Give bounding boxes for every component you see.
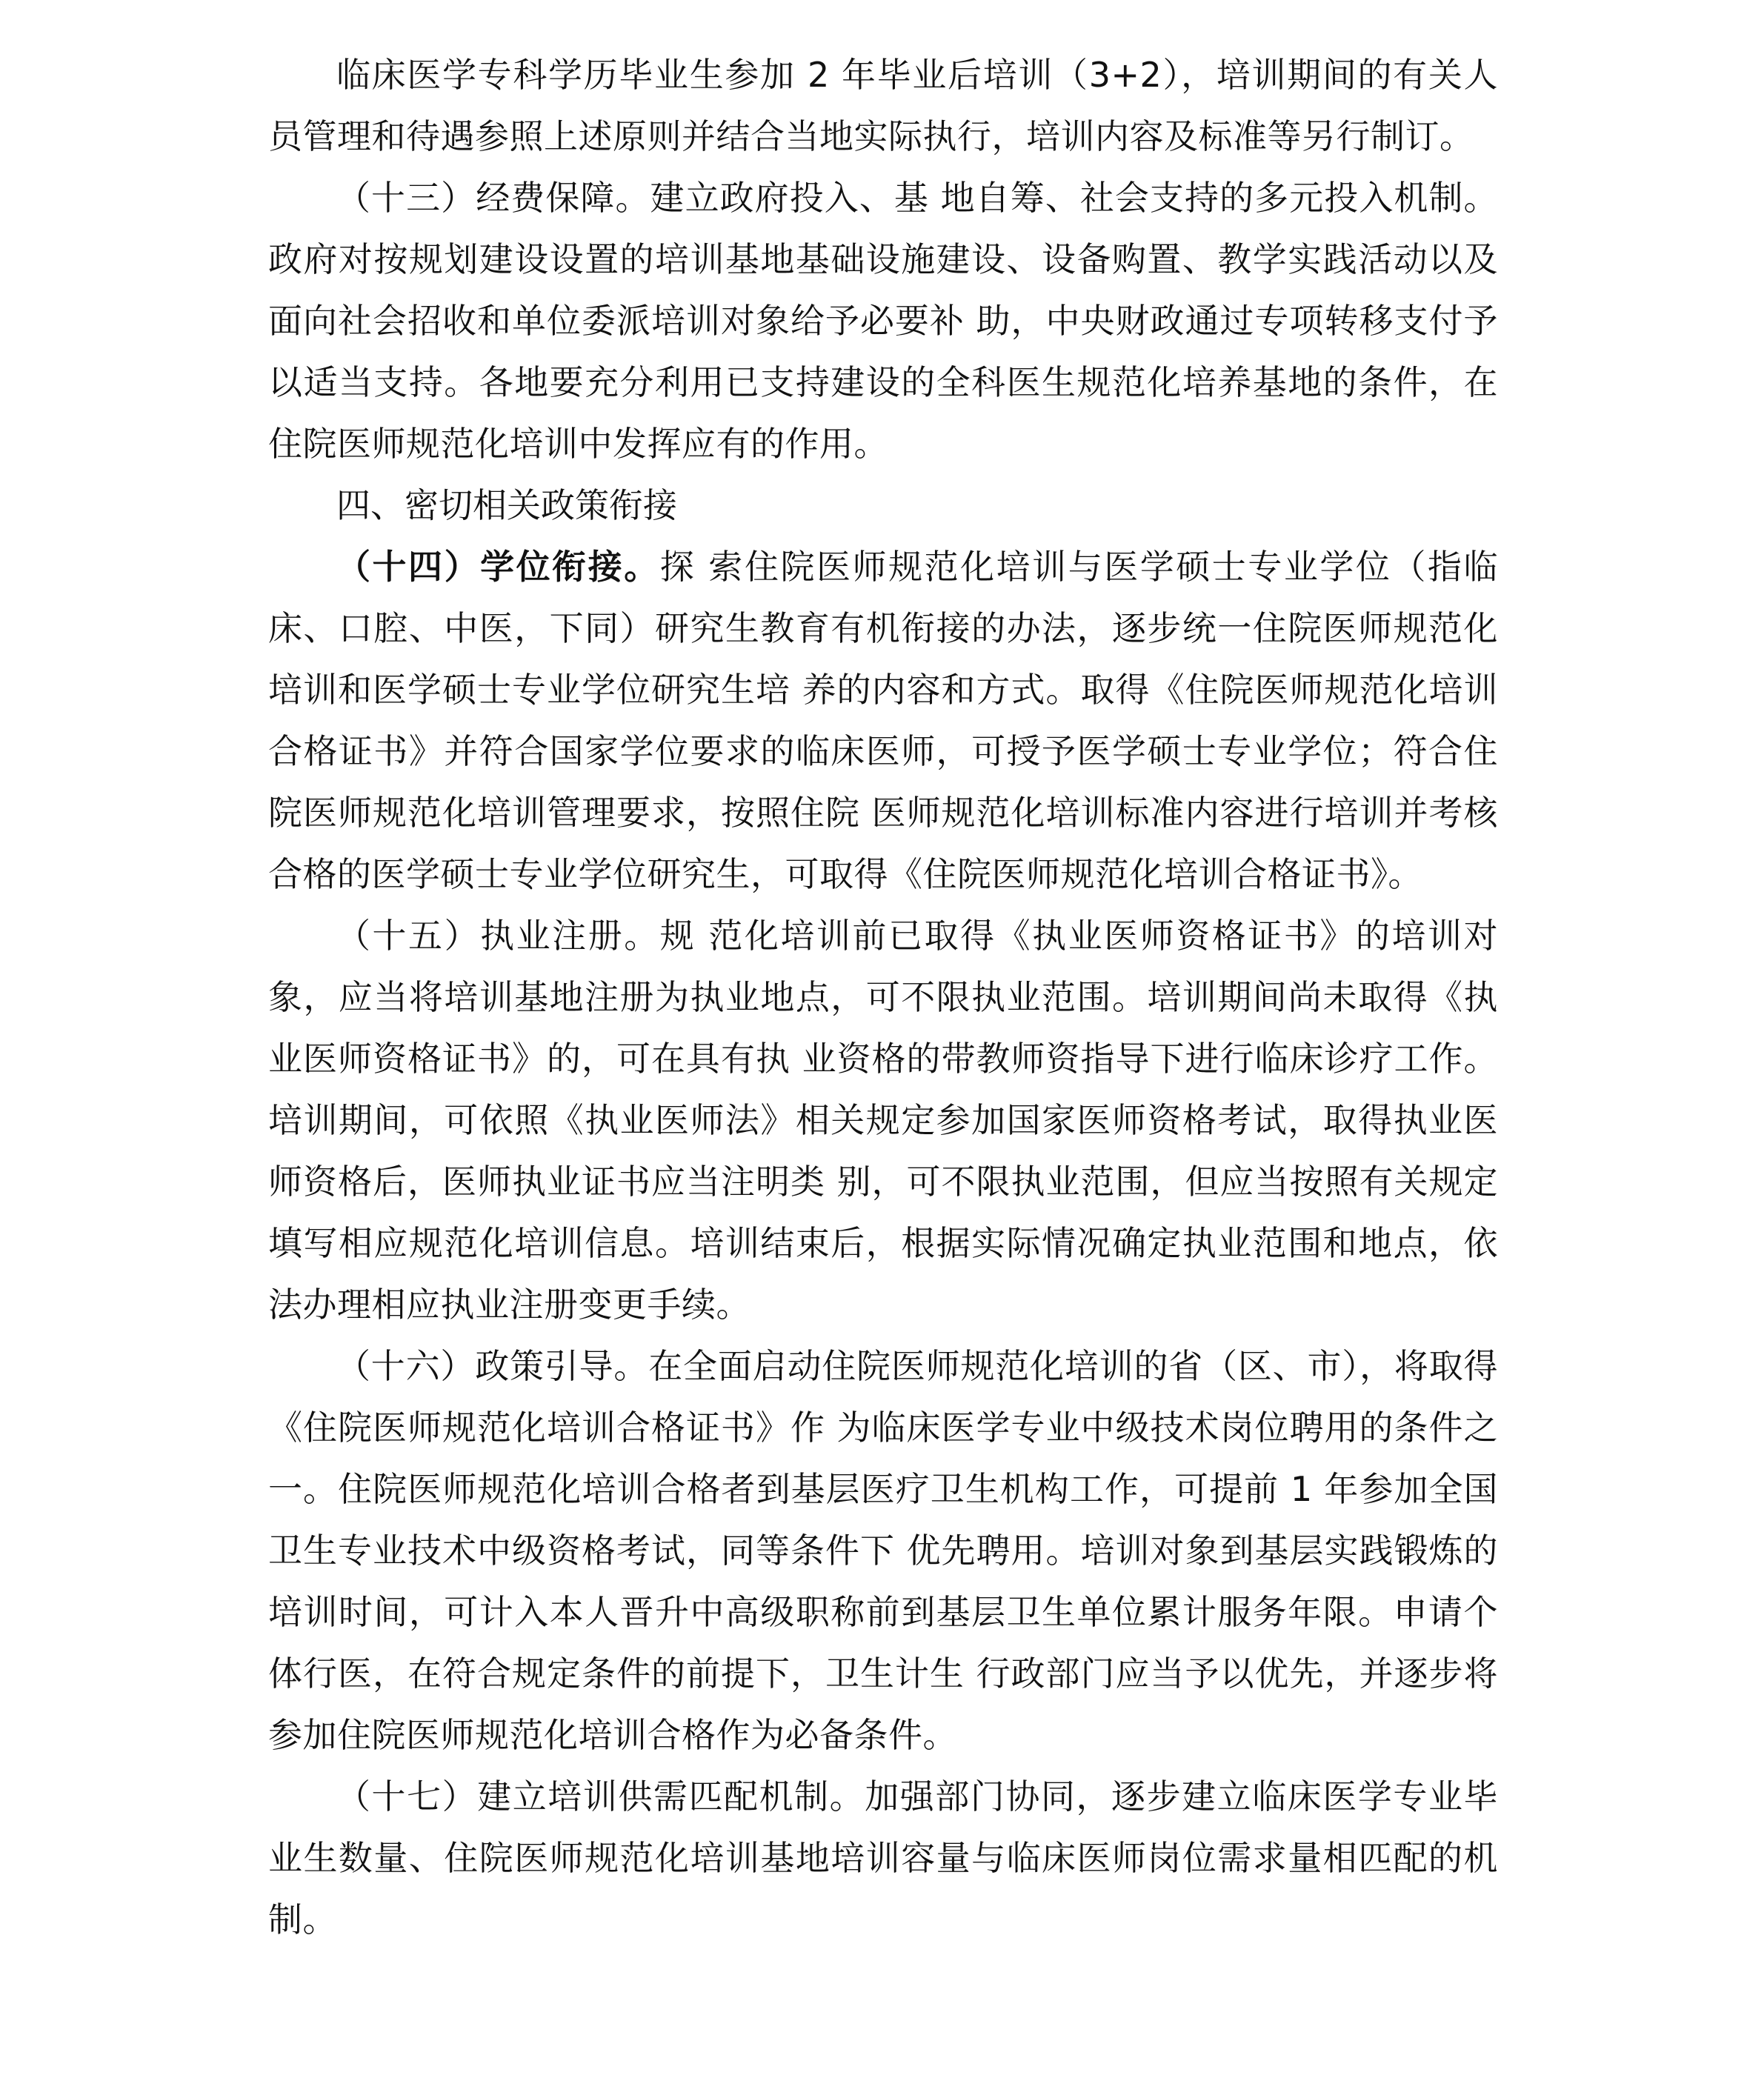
degree-linkage-body: 探 索住院医师规范化培训与医学硕士专业学位（指临床、口腔、中医，下同）研究生教育有机衔接的办法，逐步统一住院医师规范化培训和医学硕士专业学位研究生培 养的内容和方式。取得《住院医师规范化培训合格证书》并符合国家学位要求的临床医师，可授予医学硕士专业学位；符合住院医师规范化培训管理要求，按照住院 医师规范化培训标准内容进行培训并考核合格的医学硕士专业学位研究生，可取得《住院医师规范化培训合格证书》。 xyxy=(268,547,1499,894)
paragraph-policy-guidance: （十六）政策引导。在全面启动住院医师规范化培训的省（区、市），将取得《住院医师规范化培训合格证书》作 为临床医学专业中级技术岗位聘用的条件之一。住院医师规范化培训合格者到基层医疗卫生机构工作，可提前 1 年参加全国卫生专业技术中级资格考试，同等条件下 优先聘用。培训对象到基层实践锻炼的培训时间，可计入本人晋升中高级职称前到基层卫生单位累计服务年限。申请个体行医，在符合规定条件的前提下，卫生计生 行政部门应当予以优先，并逐步将参加住院医师规范化培训合格作为必备条件。 xyxy=(268,1346,1498,1755)
paragraph-degree-linkage xyxy=(268,536,1498,905)
document-page xyxy=(268,44,1498,1951)
section-heading-policy-linkage: 四、密切相关政策衔接 xyxy=(336,485,677,525)
paragraph-supply-demand-matching: （十七）建立培训供需匹配机制。加强部门协同，逐步建立临床医学专业毕业生数量、住院医师规范化培训基地培训容量与临床医师岗位需求量相匹配的机制。 xyxy=(268,1776,1498,1939)
degree-linkage-lead: （十四）学位衔接。 xyxy=(336,547,660,587)
paragraph-practice-registration: （十五）执业注册。规 范化培训前已取得《执业医师资格证书》的培训对象，应当将培训基地注册为执业地点，可不限执业范围。培训期间尚未取得《执业医师资格证书》的，可在具有执 业资格的带教师资指导下进行临床诊疗工作。培训期间，可依照《执业医师法》相关规定参加国家医师资格考试，取得执业医师资格后，医师执业证书应当注明类 别，可不限执业范围，但应当按照有关规定填写相应规范化培训信息。培训结束后，根据实际情况确定执业范围和地点，依法办理相应执业注册变更手续。 xyxy=(268,916,1498,1325)
paragraph-specialty-graduates: 临床医学专科学历毕业生参加 2 年毕业后培训（3+2），培训期间的有关人员管理和待遇参照上述原则并结合当地实际执行，培训内容及标准等另行制订。 xyxy=(268,55,1498,156)
paragraph-funding-guarantee: （十三）经费保障。建立政府投入、基 地自筹、社会支持的多元投入机制。政府对按规划建设设置的培训基地基础设施建设、设备购置、教学实践活动以及面向社会招收和单位委派培训对象给予必要补 助，中央财政通过专项转移支付予以适当支持。各地要充分利用已支持建设的全科医生规范化培养基地的条件，在住院医师规范化培训中发挥应有的作用。 xyxy=(268,178,1498,464)
